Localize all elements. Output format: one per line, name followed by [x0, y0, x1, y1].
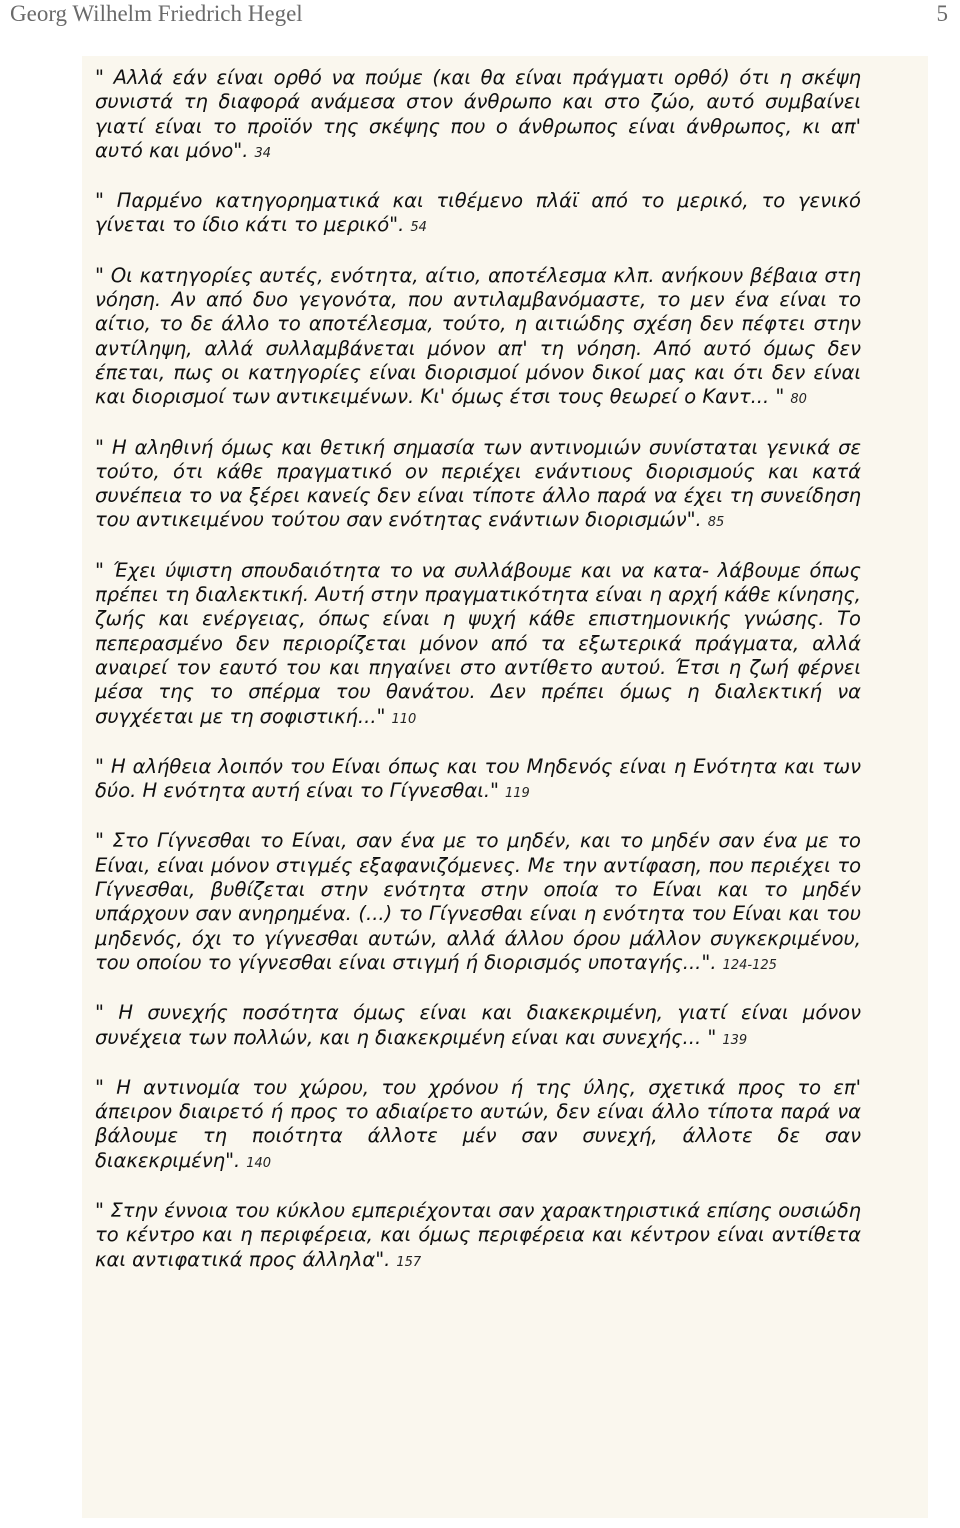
quote-paragraph	[95, 264, 861, 413]
quote-text: " Η αντινομία του χώρου, του χρόνου ή της ύλης, σχετικά προς το επ' άπειρον διαιρετό ή προς το αδιαίρετο αυτών, δεν είναι άλλο τίποτα παρά να βάλουμε τη ποιότητα άλλοτε μέν σαν συνεχή, άλλοτε δε σαν διακεκριμένη".	[95, 1075, 861, 1172]
quote-paragraph	[95, 189, 861, 241]
quote-panel	[82, 56, 928, 1518]
footnote-number: 139	[722, 1032, 748, 1048]
quote-text: " Αλλά εάν είναι ορθό να πούμε (και θα είναι πράγματι ορθό) ότι η σκέψη συνιστά τη διαφορά ανάμεσα στον άνθρωπο και στο ζώο, αυτό συμβαίνει γιατί είναι το προϊόν της σκέψης που ο άνθρωπος είναι άνθρωπος, κι απ' αυτό και μόνο".	[95, 66, 861, 162]
quote-paragraph	[95, 66, 861, 166]
quote-text: " Η αλήθεια λοιπόν του Είναι όπως και του Μηδενός είναι η Ενότητα και των δύο. Η ενότητα αυτή είναι το Γίγνεσθαι."	[95, 754, 861, 803]
quote-text: " Στην έννοια του κύκλου εμπεριέχονται σαν χαρακτηριστικά επίσης ουσιώδη το κέντρο και η περιφέρεια, και όμως περιφέρεια και κέντρον είναι αντίθετα και αντιφατικά προς άλληλα".	[95, 1198, 861, 1271]
quote-paragraph	[95, 1001, 861, 1053]
quote-paragraph	[95, 755, 861, 807]
quote-list	[95, 66, 861, 1298]
quote-paragraph	[95, 1199, 861, 1275]
footnote-number: 110	[391, 711, 417, 727]
footnote-number: 157	[396, 1254, 422, 1270]
quote-paragraph	[95, 829, 861, 978]
quote-paragraph	[95, 436, 861, 536]
quote-paragraph	[95, 1076, 861, 1176]
page-number: 5	[936, 1, 948, 26]
quote-text: " Παρμένο κατηγορηματικά και τιθέμενο πλάϊ από το μερικό, το γενικό γίνεται το ίδιο κάτι το μερικό".	[95, 189, 861, 237]
footnote-number: 85	[707, 515, 725, 531]
page-header	[0, 0, 960, 32]
running-header-author: Georg Wilhelm Friedrich Hegel	[10, 1, 303, 26]
quote-text: " Έχει ύψιστη σπουδαιότητα το να συλλάβουμε και να κατα- λάβουμε όπως πρέπει τη διαλεκτική. Αυτή στην πραγματικότητα είναι η αρχή κάθε κίνησης, ζωής και ενέργειας, όπως είναι η ψυχή κάθε επιστημονικής γνώσης. Το πεπερασμένο δεν περιορίζεται μόνον από τα εξωτερικά πράγματα, αλλά αναιρεί τον εαυτό του και πηγαίνει στο αντίθετο αυτού. Έτσι η ζωή φέρνει μέσα της το σπέρμα του θανάτου. Δεν πρέπει όμως η διαλεκτική να συγχέεται με τη σοφιστική..."	[95, 558, 861, 728]
quote-text: " Η αληθινή όμως και θετική σημασία των αντινομιών συνίσταται γενικά σε τούτο, ότι κάθε πραγματικό ον περιέχει ενάντιους διορισμούς και κατά συνέπεια το να ξέρει κανείς δεν είναι τίποτε άλλο παρά να έχει τη συνείδηση του αντικειμένου τούτου σαν ενότητας ενάντιων διορισμών".	[95, 435, 861, 532]
quote-text: " Οι κατηγορίες αυτές, ενότητα, αίτιο, αποτέλεσμα κλπ. ανήκουν βέβαια στη νόηση. Αν από δυο γεγονότα, που αντιλαμβανόμαστε, το μεν ένα είναι το αίτιο, το δε άλλο το αποτέλεσμα, τούτο, η αιτιώδης σχέση δεν πέφτει στην αντίληψη, αλλά συλλαμβάνεται μόνον απ' τη νόηση. Από αυτό όμως δεν έπεται, πως οι κατηγορίες είναι διορισμοί μόνον δικοί μας και ότι δεν είναι και διορισμοί των αντικειμένων. Κι' όμως έτσι τους θεωρεί ο Καντ... "	[95, 263, 861, 409]
footnote-number: 34	[254, 145, 272, 161]
quote-text: " Η συνεχής ποσότητα όμως είναι και διακεκριμένη, γιατί είναι μόνον συνέχεια των πολλών, και η διακεκριμένη είναι και συνεχής... "	[95, 1001, 861, 1049]
footnote-number: 119	[505, 786, 530, 802]
footnote-number: 80	[790, 392, 807, 408]
quote-paragraph	[95, 559, 861, 732]
footnote-number: 54	[410, 220, 427, 236]
footnote-number: 140	[246, 1155, 272, 1171]
quote-text: " Στο Γίγνεσθαι το Είναι, σαν ένα με το μηδέν, και το μηδέν σαν ένα με το Είναι, είναι μόνον στιγμές εξαφανιζόμενες. Με την αντίφαση, που περιέχει το Γίγνεσθαι, βυθίζεται στην ενότητα στην οποία το Είναι και το μηδέν υπάρχουν σαν ανηρημένα. (...) το Γίγνεσθαι είναι η ενότητα του Είναι και του μηδενός, όχι το γίγνεσθαι αυτών, αλλά άλλου όρου μάλλον συγκεκριμένου, του οποίου το γίγνεσθαι είναι στιγμή ή διορισμός υποταγής...".	[95, 829, 861, 974]
footnote-number: 124-125	[722, 957, 777, 973]
